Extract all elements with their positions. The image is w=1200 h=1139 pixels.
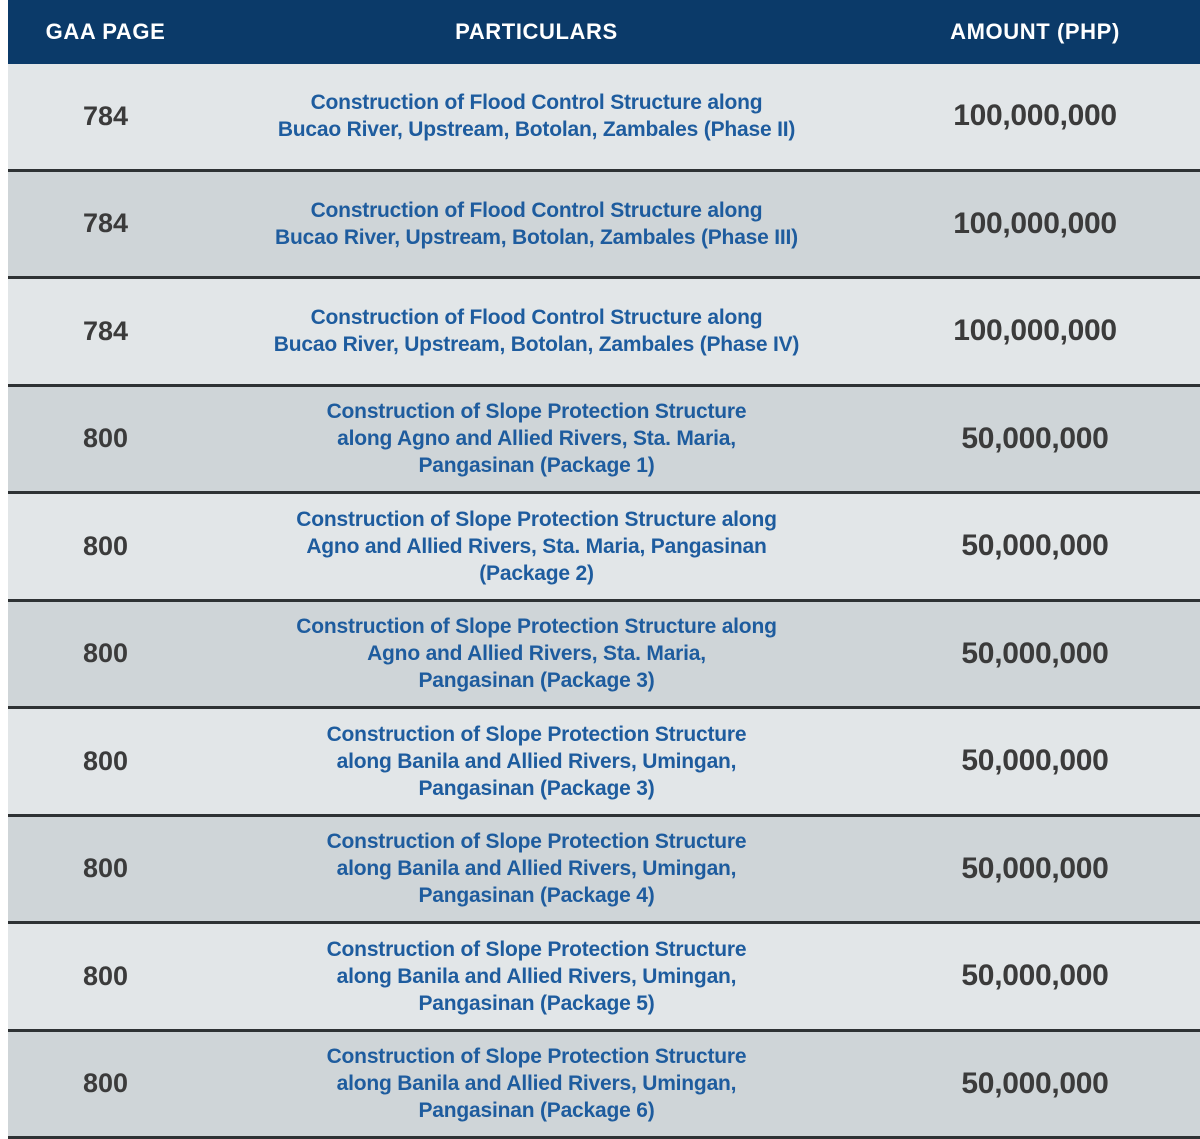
amount-cell: 50,000,000 bbox=[961, 851, 1109, 885]
particulars-cell bbox=[203, 398, 870, 479]
amount-cell: 50,000,000 bbox=[961, 959, 1109, 993]
particulars-cell bbox=[203, 89, 870, 143]
gaa-budget-table bbox=[8, 0, 1200, 1139]
gaa-page-cell: 784 bbox=[82, 100, 129, 131]
column-header-particulars: PARTICULARS bbox=[455, 19, 618, 44]
particulars-line: Pangasinan (Package 5) bbox=[418, 991, 655, 1015]
gaa-page-cell: 800 bbox=[82, 1068, 129, 1099]
particulars-line: Construction of Slope Protection Structure bbox=[326, 1045, 747, 1069]
particulars-cell bbox=[203, 197, 870, 251]
particulars-line: Construction of Slope Protection Structure along bbox=[296, 615, 777, 639]
amount-cell: 50,000,000 bbox=[961, 744, 1109, 778]
gaa-page-cell: 800 bbox=[82, 745, 129, 776]
table-row bbox=[8, 817, 1200, 925]
particulars-line: Bucao River, Upstream, Botolan, Zambales (Phase IV) bbox=[273, 333, 800, 357]
particulars-cell bbox=[203, 936, 870, 1017]
particulars-line: Bucao River, Upstream, Botolan, Zambales (Phase III) bbox=[275, 225, 798, 249]
particulars-cell bbox=[203, 613, 870, 694]
particulars-line: along Banila and Allied Rivers, Umingan, bbox=[336, 857, 737, 881]
particulars-line: Pangasinan (Package 4) bbox=[418, 884, 655, 908]
amount-cell: 100,000,000 bbox=[953, 206, 1117, 240]
table-row bbox=[8, 64, 1200, 172]
particulars-line: Pangasinan (Package 6) bbox=[418, 1099, 655, 1123]
particulars-line: Construction of Slope Protection Structure bbox=[326, 937, 747, 961]
particulars-cell bbox=[203, 506, 870, 587]
gaa-page-cell: 784 bbox=[82, 315, 129, 346]
gaa-page-cell: 784 bbox=[82, 208, 129, 239]
particulars-line: Agno and Allied Rivers, Sta. Maria, Pangasinan bbox=[306, 534, 767, 558]
amount-cell: 100,000,000 bbox=[953, 99, 1117, 133]
particulars-line: along Agno and Allied Rivers, Sta. Maria, bbox=[337, 427, 736, 451]
amount-cell: 50,000,000 bbox=[961, 529, 1109, 563]
table-row bbox=[8, 1032, 1200, 1139]
gaa-page-cell: 800 bbox=[82, 853, 129, 884]
particulars-cell bbox=[203, 721, 870, 802]
table-row bbox=[8, 279, 1200, 387]
particulars-line: Construction of Flood Control Structure along bbox=[310, 306, 763, 330]
particulars-cell bbox=[203, 828, 870, 909]
gaa-page-cell: 800 bbox=[82, 530, 129, 561]
table-row bbox=[8, 924, 1200, 1032]
particulars-line: along Banila and Allied Rivers, Umingan, bbox=[336, 1072, 737, 1096]
particulars-line: along Banila and Allied Rivers, Umingan, bbox=[336, 964, 737, 988]
particulars-line: Pangasinan (Package 3) bbox=[418, 669, 655, 693]
gaa-page-cell: 800 bbox=[82, 423, 129, 454]
column-header-amount: AMOUNT (PHP) bbox=[950, 19, 1120, 44]
table-row bbox=[8, 494, 1200, 602]
gaa-page-cell: 800 bbox=[82, 960, 129, 991]
particulars-line: along Banila and Allied Rivers, Umingan, bbox=[336, 749, 737, 773]
table-rows bbox=[8, 64, 1200, 1139]
particulars-line: Construction of Slope Protection Structure along bbox=[296, 507, 777, 531]
particulars-line: Agno and Allied Rivers, Sta. Maria, bbox=[367, 642, 706, 666]
particulars-line: Construction of Slope Protection Structure bbox=[326, 722, 747, 746]
particulars-line: Construction of Flood Control Structure along bbox=[310, 198, 763, 222]
table-row bbox=[8, 387, 1200, 495]
particulars-line: Construction of Slope Protection Structure bbox=[326, 830, 747, 854]
amount-cell: 50,000,000 bbox=[961, 1066, 1109, 1100]
particulars-line: Pangasinan (Package 1) bbox=[418, 454, 655, 478]
amount-cell: 50,000,000 bbox=[961, 421, 1109, 455]
particulars-line: Bucao River, Upstream, Botolan, Zambales (Phase II) bbox=[277, 118, 796, 142]
amount-cell: 50,000,000 bbox=[961, 636, 1109, 670]
amount-cell: 100,000,000 bbox=[953, 314, 1117, 348]
table-header bbox=[8, 0, 1200, 64]
particulars-line: Pangasinan (Package 3) bbox=[418, 776, 655, 800]
column-header-gaa-page: GAA PAGE bbox=[45, 19, 166, 44]
particulars-cell bbox=[203, 1043, 870, 1124]
particulars-line: Construction of Flood Control Structure along bbox=[310, 91, 763, 115]
table-row bbox=[8, 709, 1200, 817]
table-row bbox=[8, 602, 1200, 710]
gaa-page-cell: 800 bbox=[82, 638, 129, 669]
particulars-line: (Package 2) bbox=[479, 561, 594, 585]
particulars-line: Construction of Slope Protection Structure bbox=[326, 400, 747, 424]
particulars-cell bbox=[203, 304, 870, 358]
table-row bbox=[8, 172, 1200, 280]
